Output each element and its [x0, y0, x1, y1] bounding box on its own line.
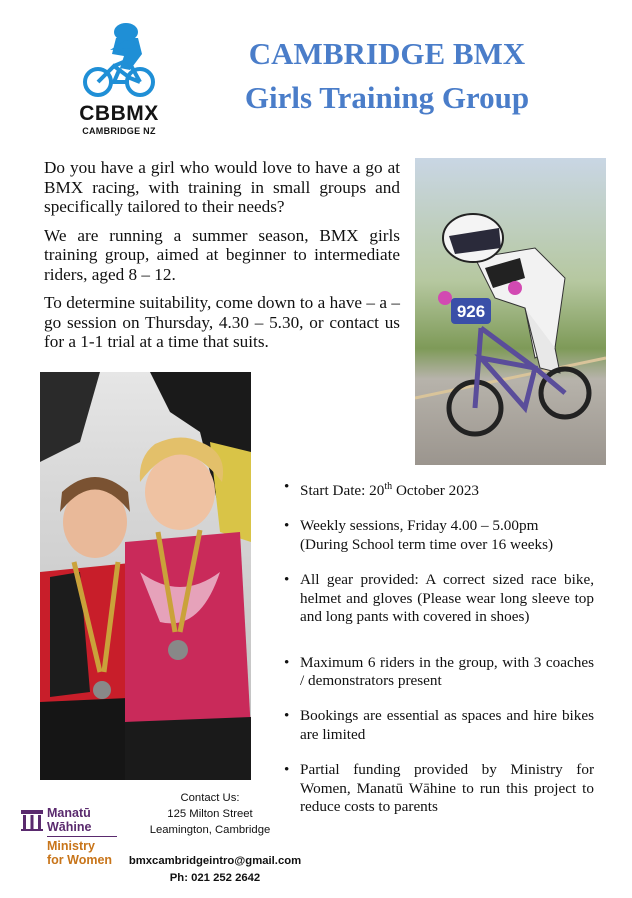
- ministry-emblem-icon: [20, 808, 44, 832]
- bmx-rider-photo: [415, 158, 606, 465]
- intro-paragraph-1: Do you have a girl who would love to have a go at BMX racing, with training in small groups and specifically tailored to their needs?: [44, 158, 400, 216]
- list-item-funding: • Partial funding provided by Ministry for Women, Manatū Wāhine to run this project to reduce costs to parents: [284, 761, 594, 816]
- club-logo: [74, 20, 164, 138]
- details-list: [284, 478, 594, 816]
- ministry-name-english-1: Ministry: [47, 839, 95, 853]
- rider-plate-number: 926: [456, 302, 486, 321]
- list-item-bookings: • Bookings are essential as spaces and hire bikes are limited: [284, 707, 594, 744]
- contact-heading: Contact Us:: [180, 792, 240, 804]
- contact-email[interactable]: bmxcambridgeintro@gmail.com: [128, 855, 302, 867]
- intro-text: [44, 158, 400, 361]
- ministry-name-english-2: for Women: [47, 853, 113, 867]
- page-title-line2: Girls Training Group: [244, 80, 530, 115]
- contact-block: [140, 790, 280, 838]
- girls-riders-photo: [40, 372, 251, 780]
- ministry-name-maori-2: Wāhine: [47, 820, 92, 834]
- ministry-name-maori-1: Manatū: [47, 806, 91, 820]
- list-item-gear: • All gear provided: A correct sized race bike, helmet and gloves (Please wear long sleeve top and long pants with covered in shoes): [284, 571, 594, 626]
- list-item-start-date: • Start Date: 20th October 2023: [284, 478, 594, 500]
- contact-phone: Ph: 021 252 2642: [169, 871, 261, 884]
- club-logo-name: CBBMX: [79, 102, 159, 125]
- page-title-line1: CAMBRIDGE BMX: [248, 36, 526, 71]
- list-item-weekly-sessions: • Weekly sessions, Friday 4.00 – 5.00pm (During School term time over 16 weeks): [284, 517, 594, 554]
- contact-suburb: Leamington, Cambridge: [149, 824, 271, 836]
- contact-street: 125 Milton Street: [167, 808, 253, 820]
- ministry-divider: [47, 836, 117, 837]
- intro-paragraph-2: We are running a summer season, BMX girls training group, aimed at beginner to intermediate riders, aged 8 – 12.: [44, 225, 400, 284]
- contact-details: [100, 853, 330, 886]
- list-item-max-riders: • Maximum 6 riders in the group, with 3 coaches / demonstrators present: [284, 654, 594, 691]
- club-logo-location: CAMBRIDGE NZ: [82, 126, 156, 136]
- bmx-rider-icon: [80, 20, 158, 102]
- intro-paragraph-3: To determine suitability, come down to a have – a – go session on Thursday, 4.30 – 5.30, or contact us for a 1-1 trial at a time that suits.: [44, 293, 400, 351]
